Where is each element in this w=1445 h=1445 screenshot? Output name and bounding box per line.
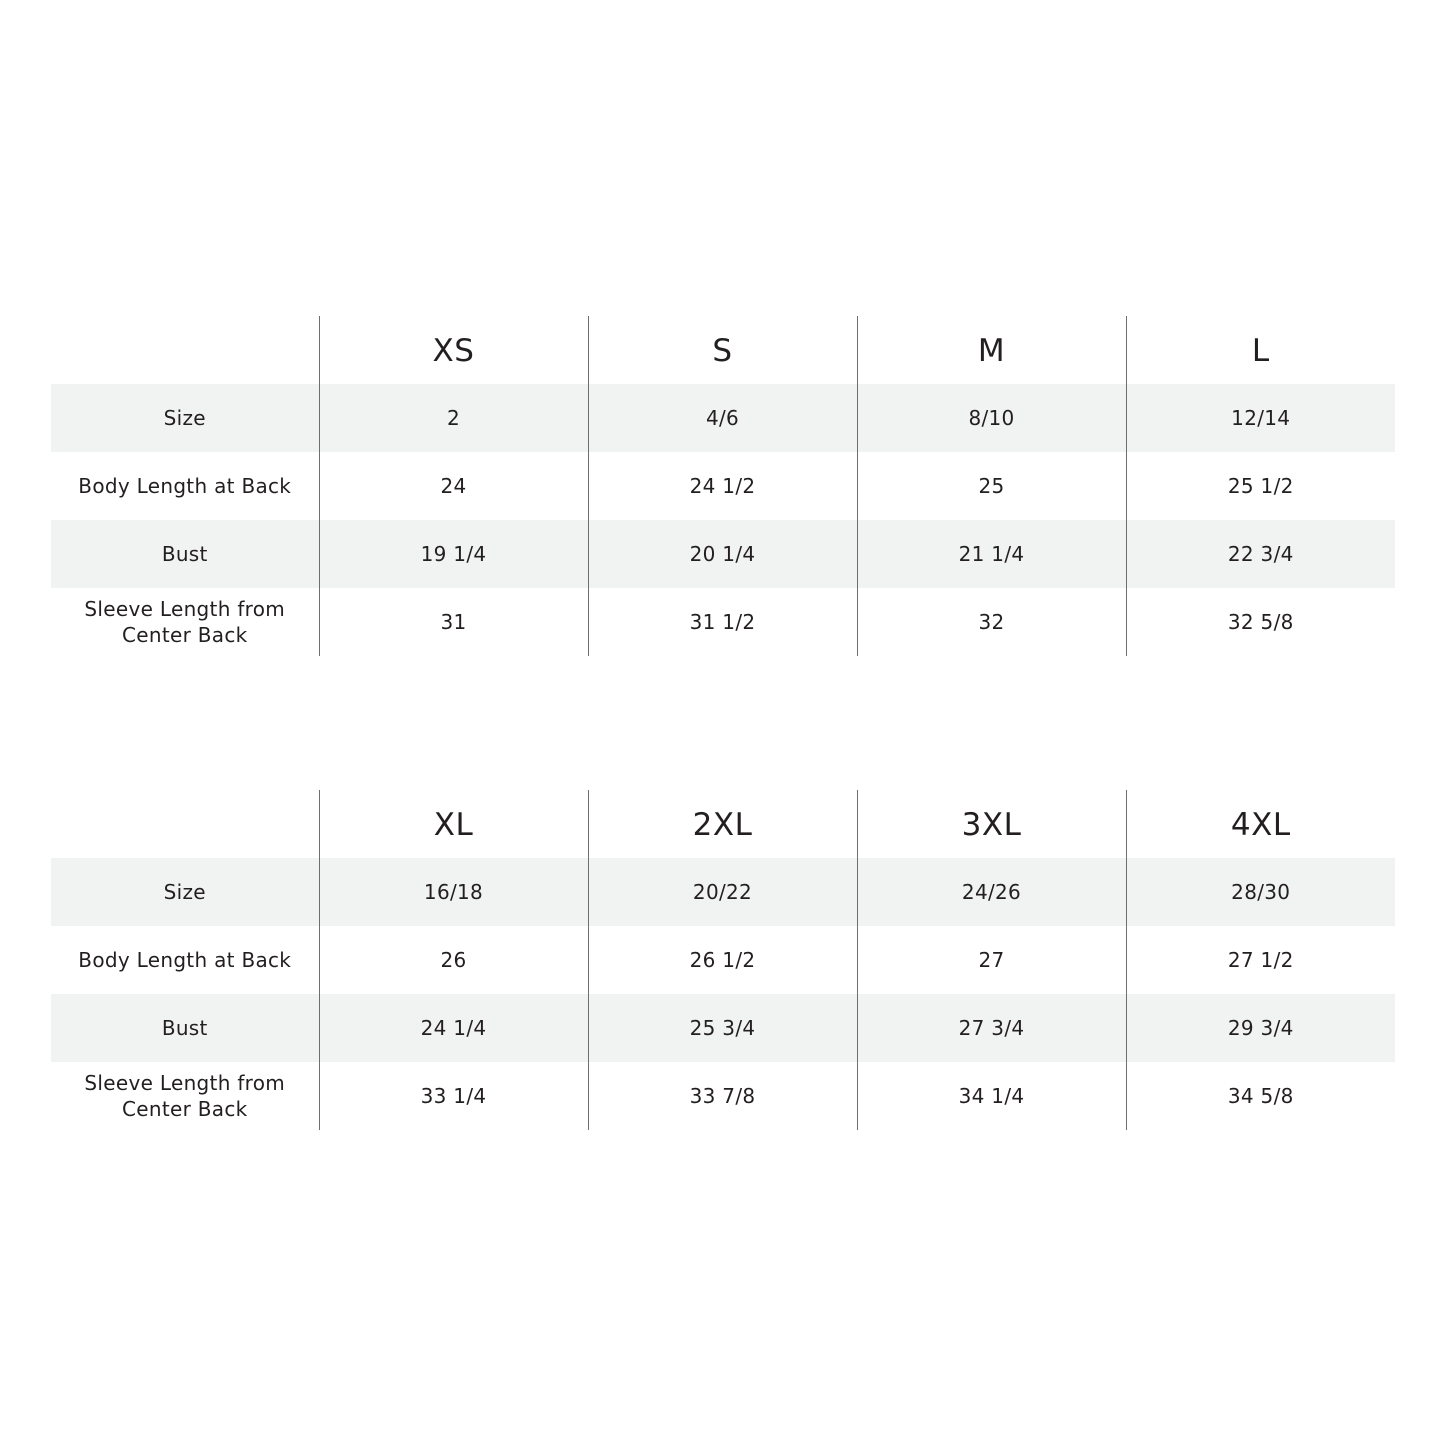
row-label <box>51 858 319 926</box>
table-cell: 34 1/4 <box>857 1062 1126 1130</box>
row-label-text: Size <box>163 406 206 430</box>
table-cell: 24 1/2 <box>588 452 857 520</box>
table-cell: 22 3/4 <box>1126 520 1395 588</box>
size-header-3xl: 3XL <box>857 790 1126 858</box>
table-cell: 19 1/4 <box>319 520 588 588</box>
row-label-text: Bust <box>161 542 208 566</box>
table-row-body-length <box>51 452 1395 520</box>
row-label <box>51 588 319 656</box>
table-row-sleeve-length <box>51 588 1395 656</box>
size-header-row <box>51 316 1395 384</box>
size-header-4xl: 4XL <box>1126 790 1395 858</box>
row-label-text: Sleeve Length from Center Back <box>84 1071 286 1121</box>
row-label-text: Body Length at Back <box>78 948 292 972</box>
table-cell: 24 <box>319 452 588 520</box>
table-cell: 16/18 <box>319 858 588 926</box>
row-label <box>51 926 319 994</box>
table-row-size <box>51 384 1395 452</box>
table-cell: 33 7/8 <box>588 1062 857 1130</box>
size-header-xl: XL <box>319 790 588 858</box>
size-header-xs: XS <box>319 316 588 384</box>
size-header-s: S <box>588 316 857 384</box>
row-label <box>51 994 319 1062</box>
table-cell: 20/22 <box>588 858 857 926</box>
table-cell: 25 <box>857 452 1126 520</box>
row-label-text: Bust <box>161 1016 208 1040</box>
table-cell: 24 1/4 <box>319 994 588 1062</box>
size-header-l: L <box>1126 316 1395 384</box>
table-row-bust <box>51 994 1395 1062</box>
row-label-text: Size <box>163 880 206 904</box>
table-cell: 25 3/4 <box>588 994 857 1062</box>
table-cell: 33 1/4 <box>319 1062 588 1130</box>
table-cell: 28/30 <box>1126 858 1395 926</box>
table-row-bust <box>51 520 1395 588</box>
table-cell: 8/10 <box>857 384 1126 452</box>
table-cell: 29 3/4 <box>1126 994 1395 1062</box>
table-row-size <box>51 858 1395 926</box>
table-cell: 21 1/4 <box>857 520 1126 588</box>
table-row-body-length <box>51 926 1395 994</box>
size-header-2xl: 2XL <box>588 790 857 858</box>
header-corner-cell <box>51 316 319 384</box>
table-cell: 27 3/4 <box>857 994 1126 1062</box>
row-label-text: Body Length at Back <box>78 474 292 498</box>
table-cell: 32 <box>857 588 1126 656</box>
table-cell: 27 1/2 <box>1126 926 1395 994</box>
table-cell: 26 <box>319 926 588 994</box>
size-chart-table-2 <box>51 790 1395 1130</box>
size-chart-table-1 <box>51 316 1395 656</box>
header-corner-cell <box>51 790 319 858</box>
table-cell: 12/14 <box>1126 384 1395 452</box>
row-label <box>51 1062 319 1130</box>
table-cell: 32 5/8 <box>1126 588 1395 656</box>
table-cell: 34 5/8 <box>1126 1062 1395 1130</box>
table-cell: 24/26 <box>857 858 1126 926</box>
row-label-text: Sleeve Length from Center Back <box>84 597 286 647</box>
row-label <box>51 520 319 588</box>
row-label <box>51 384 319 452</box>
size-header-m: M <box>857 316 1126 384</box>
table-cell: 25 1/2 <box>1126 452 1395 520</box>
table-row-sleeve-length <box>51 1062 1395 1130</box>
table-cell: 27 <box>857 926 1126 994</box>
table-cell: 4/6 <box>588 384 857 452</box>
table-cell: 31 <box>319 588 588 656</box>
row-label <box>51 452 319 520</box>
table-cell: 2 <box>319 384 588 452</box>
table-cell: 26 1/2 <box>588 926 857 994</box>
size-header-row <box>51 790 1395 858</box>
table-cell: 20 1/4 <box>588 520 857 588</box>
table-cell: 31 1/2 <box>588 588 857 656</box>
